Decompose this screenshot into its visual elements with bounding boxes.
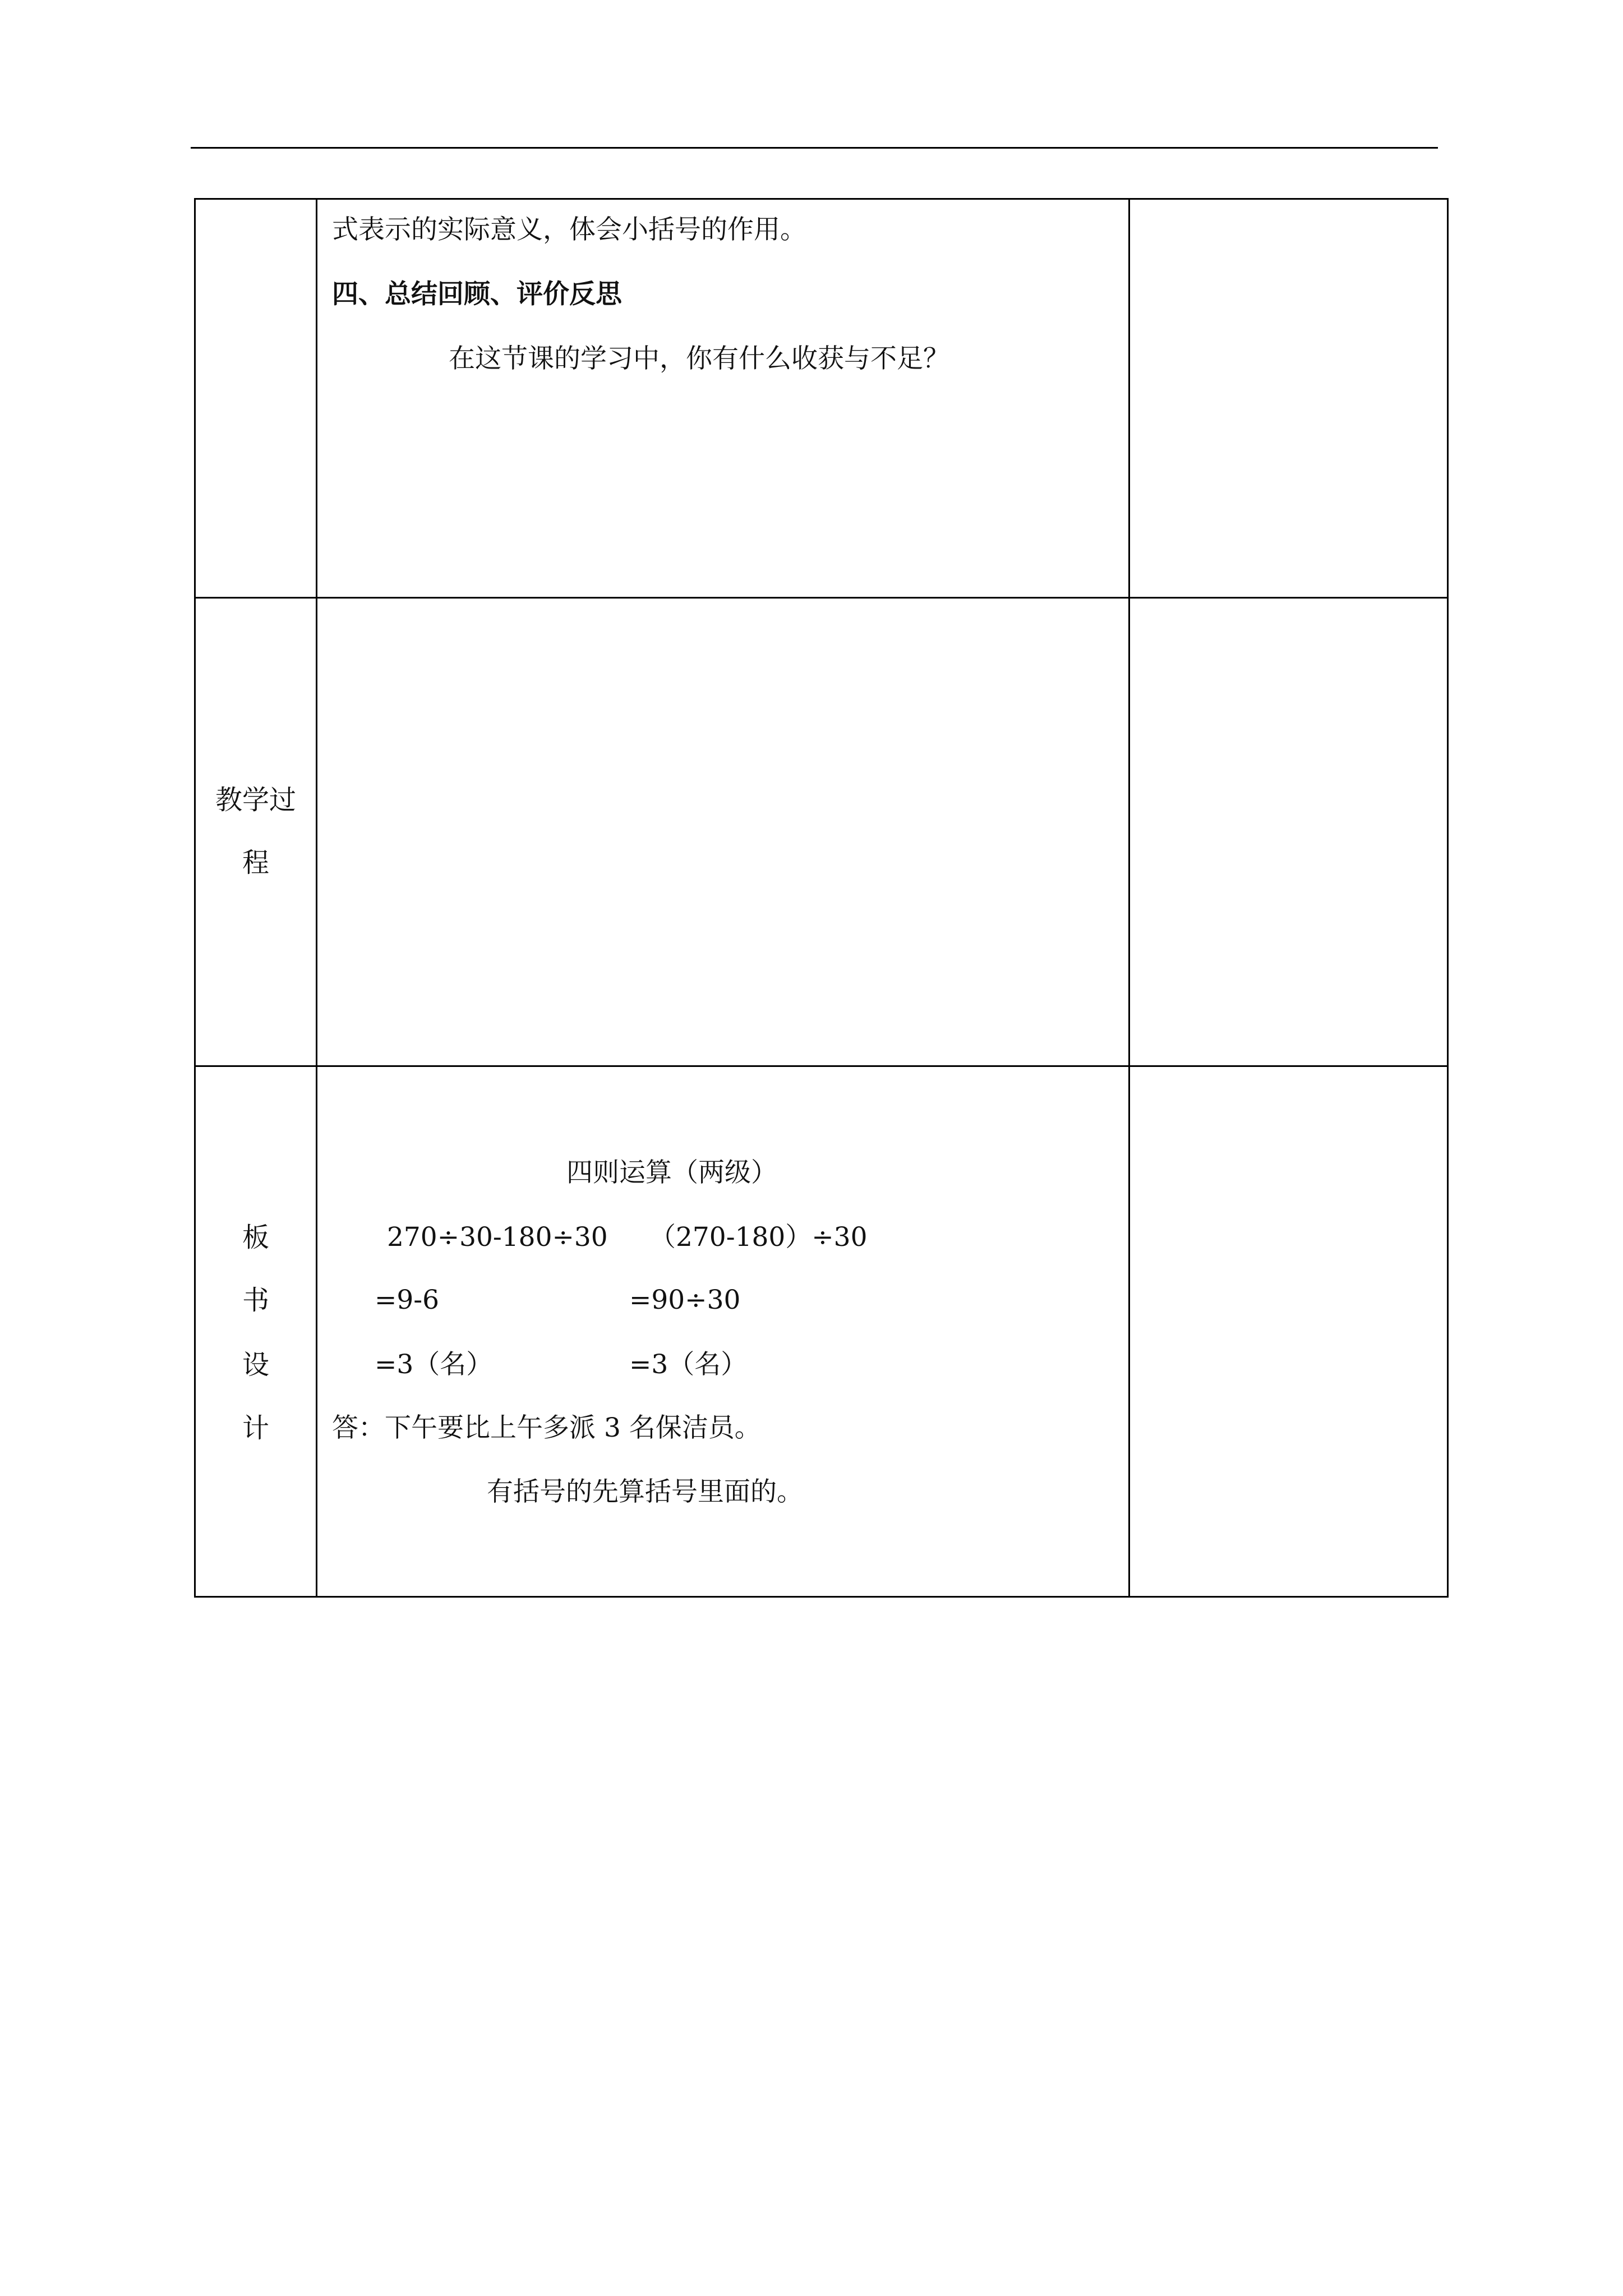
expression-right: （270-180）÷30 [649,1222,868,1253]
table-border-left [194,198,196,1598]
row-label-board-design-char: 设 [242,1349,269,1381]
bracket-rule: 有括号的先算括号里面的。 [487,1476,803,1507]
table-border-right [1447,198,1449,1598]
row1-text-line: 式表示的实际意义，体会小括号的作用。 [332,214,806,245]
step2-right: =3（名） [629,1349,748,1380]
reflection-question: 在这节课的学习中，你有什么收获与不足？ [449,343,949,374]
row-label-board-design-char: 板 [242,1222,269,1253]
table-border-top [194,198,1449,200]
row-label-teaching-process-1: 教学过 [215,784,296,816]
step1-right: =90÷30 [629,1285,741,1315]
row-label-teaching-process-2: 程 [242,847,269,878]
step2-left: =3（名） [375,1349,493,1380]
table-row-divider-1 [194,597,1449,599]
section-heading-summary: 四、总结回顾、评价反思 [332,279,622,310]
header-rule [191,147,1438,149]
table-border-bottom [194,1596,1449,1598]
board-title: 四则运算（两级） [566,1157,777,1188]
expression-left: 270÷30-180÷30 [387,1222,608,1253]
row-label-board-design-char: 计 [242,1412,269,1444]
answer-line: 答：下午要比上午多派 3 名保洁员。 [332,1412,761,1443]
row-label-board-design-char: 书 [242,1285,269,1316]
table-row-divider-2 [194,1065,1449,1067]
table-col-divider-2 [1128,198,1130,1598]
step1-left: =9-6 [375,1285,440,1315]
table-col-divider-1 [316,198,317,1598]
